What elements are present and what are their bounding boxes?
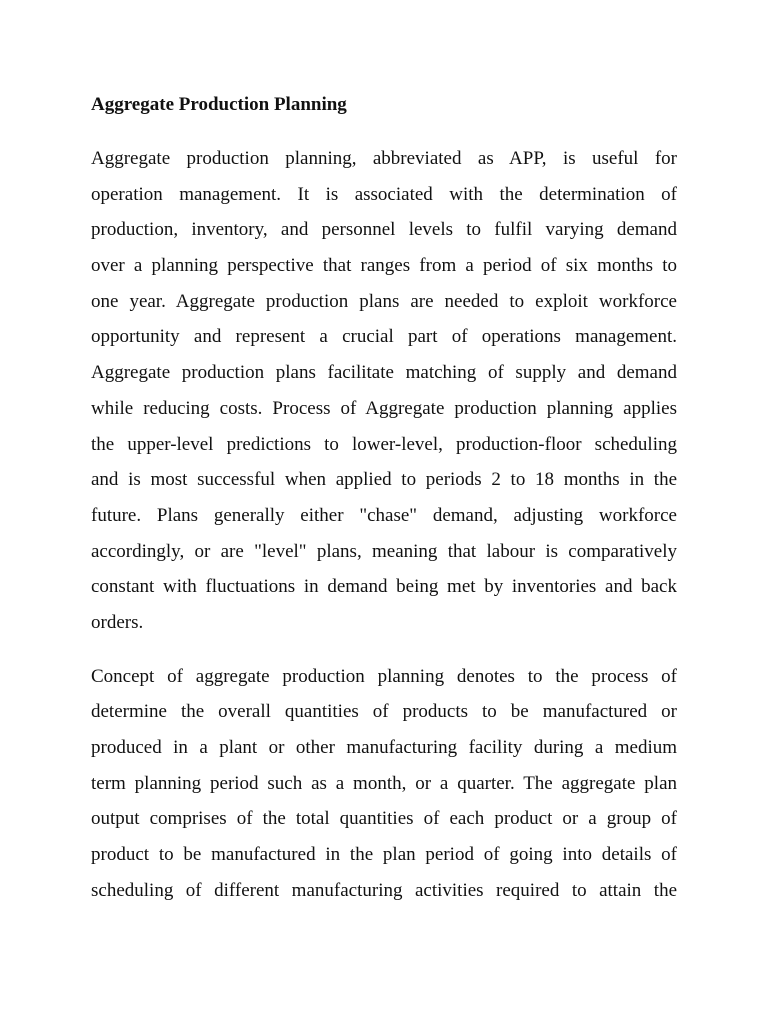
paragraph-line: scheduling of different manufacturing activities required to attain the [91,879,677,901]
paragraph-line: Concept of aggregate production planning denotes to the process of [91,665,677,687]
paragraph-line: opportunity and represent a crucial part of operations management. [91,326,677,348]
paragraph-line: Aggregate production plans facilitate matching of supply and demand [91,362,677,384]
paragraph-line: produced in a plant or other manufacturing facility during a medium [91,737,677,758]
paragraph-line: while reducing costs. Process of Aggregate production planning applies [91,397,677,419]
paragraph-line: operation management. It is associated with the determination of [91,183,677,205]
paragraph-line: term planning period such as a month, or a quarter. The aggregate plan [91,772,677,794]
paragraph-line: and is most successful when applied to periods 2 to 18 months in the [91,469,677,491]
paragraph-line: over a planning perspective that ranges from a period of six months to [91,255,677,277]
paragraph-line: Aggregate production planning, abbreviated as APP, is useful for [91,148,677,169]
paragraph-line: production, inventory, and personnel levels to fulfil varying demand [91,219,677,241]
paragraph-2 [91,659,677,909]
paragraph-line: one year. Aggregate production plans are needed to exploit workforce [91,290,677,312]
paragraph-line: accordingly, or are "level" plans, meaning that labour is comparatively [91,540,677,562]
paragraph-line: the upper-level predictions to lower-level, production-floor scheduling [91,433,677,455]
paragraph-line: future. Plans generally either "chase" demand, adjusting workforce [91,504,677,526]
paragraph-line: constant with fluctuations in demand being met by inventories and back [91,576,677,598]
paragraph-line: determine the overall quantities of products to be manufactured or [91,701,677,723]
document-body [91,88,677,926]
document-heading: Aggregate Production Planning [91,94,347,115]
paragraph-1 [91,141,677,641]
paragraph-line: orders. [91,611,144,633]
paragraph-line: output comprises of the total quantities of each product or a group of [91,808,677,830]
paragraph-line: product to be manufactured in the plan period of going into details of [91,844,677,866]
